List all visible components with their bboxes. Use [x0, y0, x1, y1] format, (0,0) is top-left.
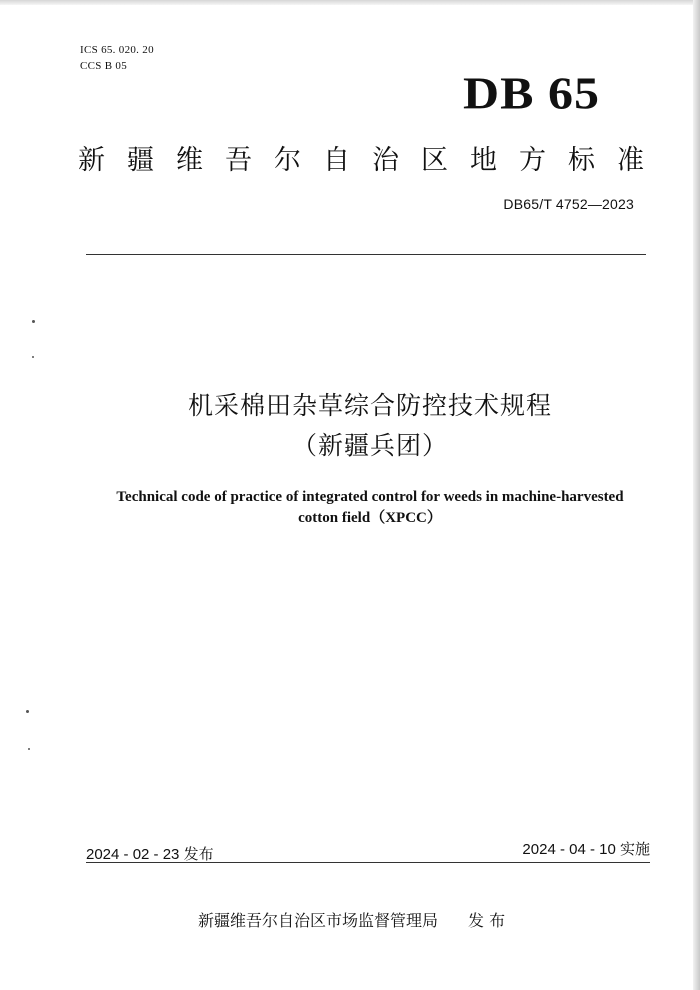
- title-en-line2: cotton field（XPCC）: [298, 510, 442, 526]
- classification-block: [80, 42, 154, 74]
- title-zh-line1: 机采棉田杂草综合防控技术规程: [187, 391, 552, 420]
- standard-type-char: 标: [568, 145, 595, 176]
- issuer-name: 新疆维吾尔自治区市场监督管理局: [198, 911, 439, 930]
- standard-type-char: 新: [78, 145, 105, 176]
- standard-type-char: 治: [372, 145, 399, 176]
- implement-date: 2024 - 04 - 10 实施: [522, 841, 650, 858]
- scan-speck: [32, 356, 34, 358]
- standard-type-char: 自: [323, 145, 350, 176]
- standard-type-char: 吾: [225, 145, 252, 176]
- standard-type-char: 疆: [127, 145, 154, 176]
- issuer-line: [198, 908, 505, 931]
- document-title-en: [70, 487, 670, 529]
- scan-speck: [26, 710, 29, 713]
- standard-type-char: 准: [617, 145, 644, 176]
- standard-number: DB65/T 4752—2023: [503, 196, 634, 212]
- standard-type-char: 维: [176, 145, 203, 176]
- scan-right-edge: [693, 0, 700, 990]
- standard-type-heading: [78, 138, 644, 177]
- standard-type-char: 尔: [274, 145, 301, 176]
- footer-divider: [86, 862, 650, 863]
- title-zh-line2: （新疆兵团）: [291, 431, 448, 460]
- ics-code: ICS 65. 020. 20: [80, 44, 154, 56]
- scan-speck: [32, 320, 35, 323]
- document-title-zh: [0, 386, 700, 466]
- standard-type-char: 方: [519, 145, 546, 176]
- db-logo: DB 65: [463, 66, 600, 119]
- standard-type-char: 地: [470, 145, 497, 176]
- ccs-code: CCS B 05: [80, 60, 128, 72]
- scan-speck: [28, 748, 30, 750]
- standard-type-char: 区: [421, 145, 448, 176]
- issue-word: 发 布: [468, 911, 506, 930]
- scan-top-edge: [0, 0, 700, 5]
- header-divider: [86, 254, 646, 255]
- publish-date: 2024 - 02 - 23 发布: [86, 846, 214, 863]
- title-en-line1: Technical code of practice of integrated control for weeds in machine-harvested: [116, 489, 624, 505]
